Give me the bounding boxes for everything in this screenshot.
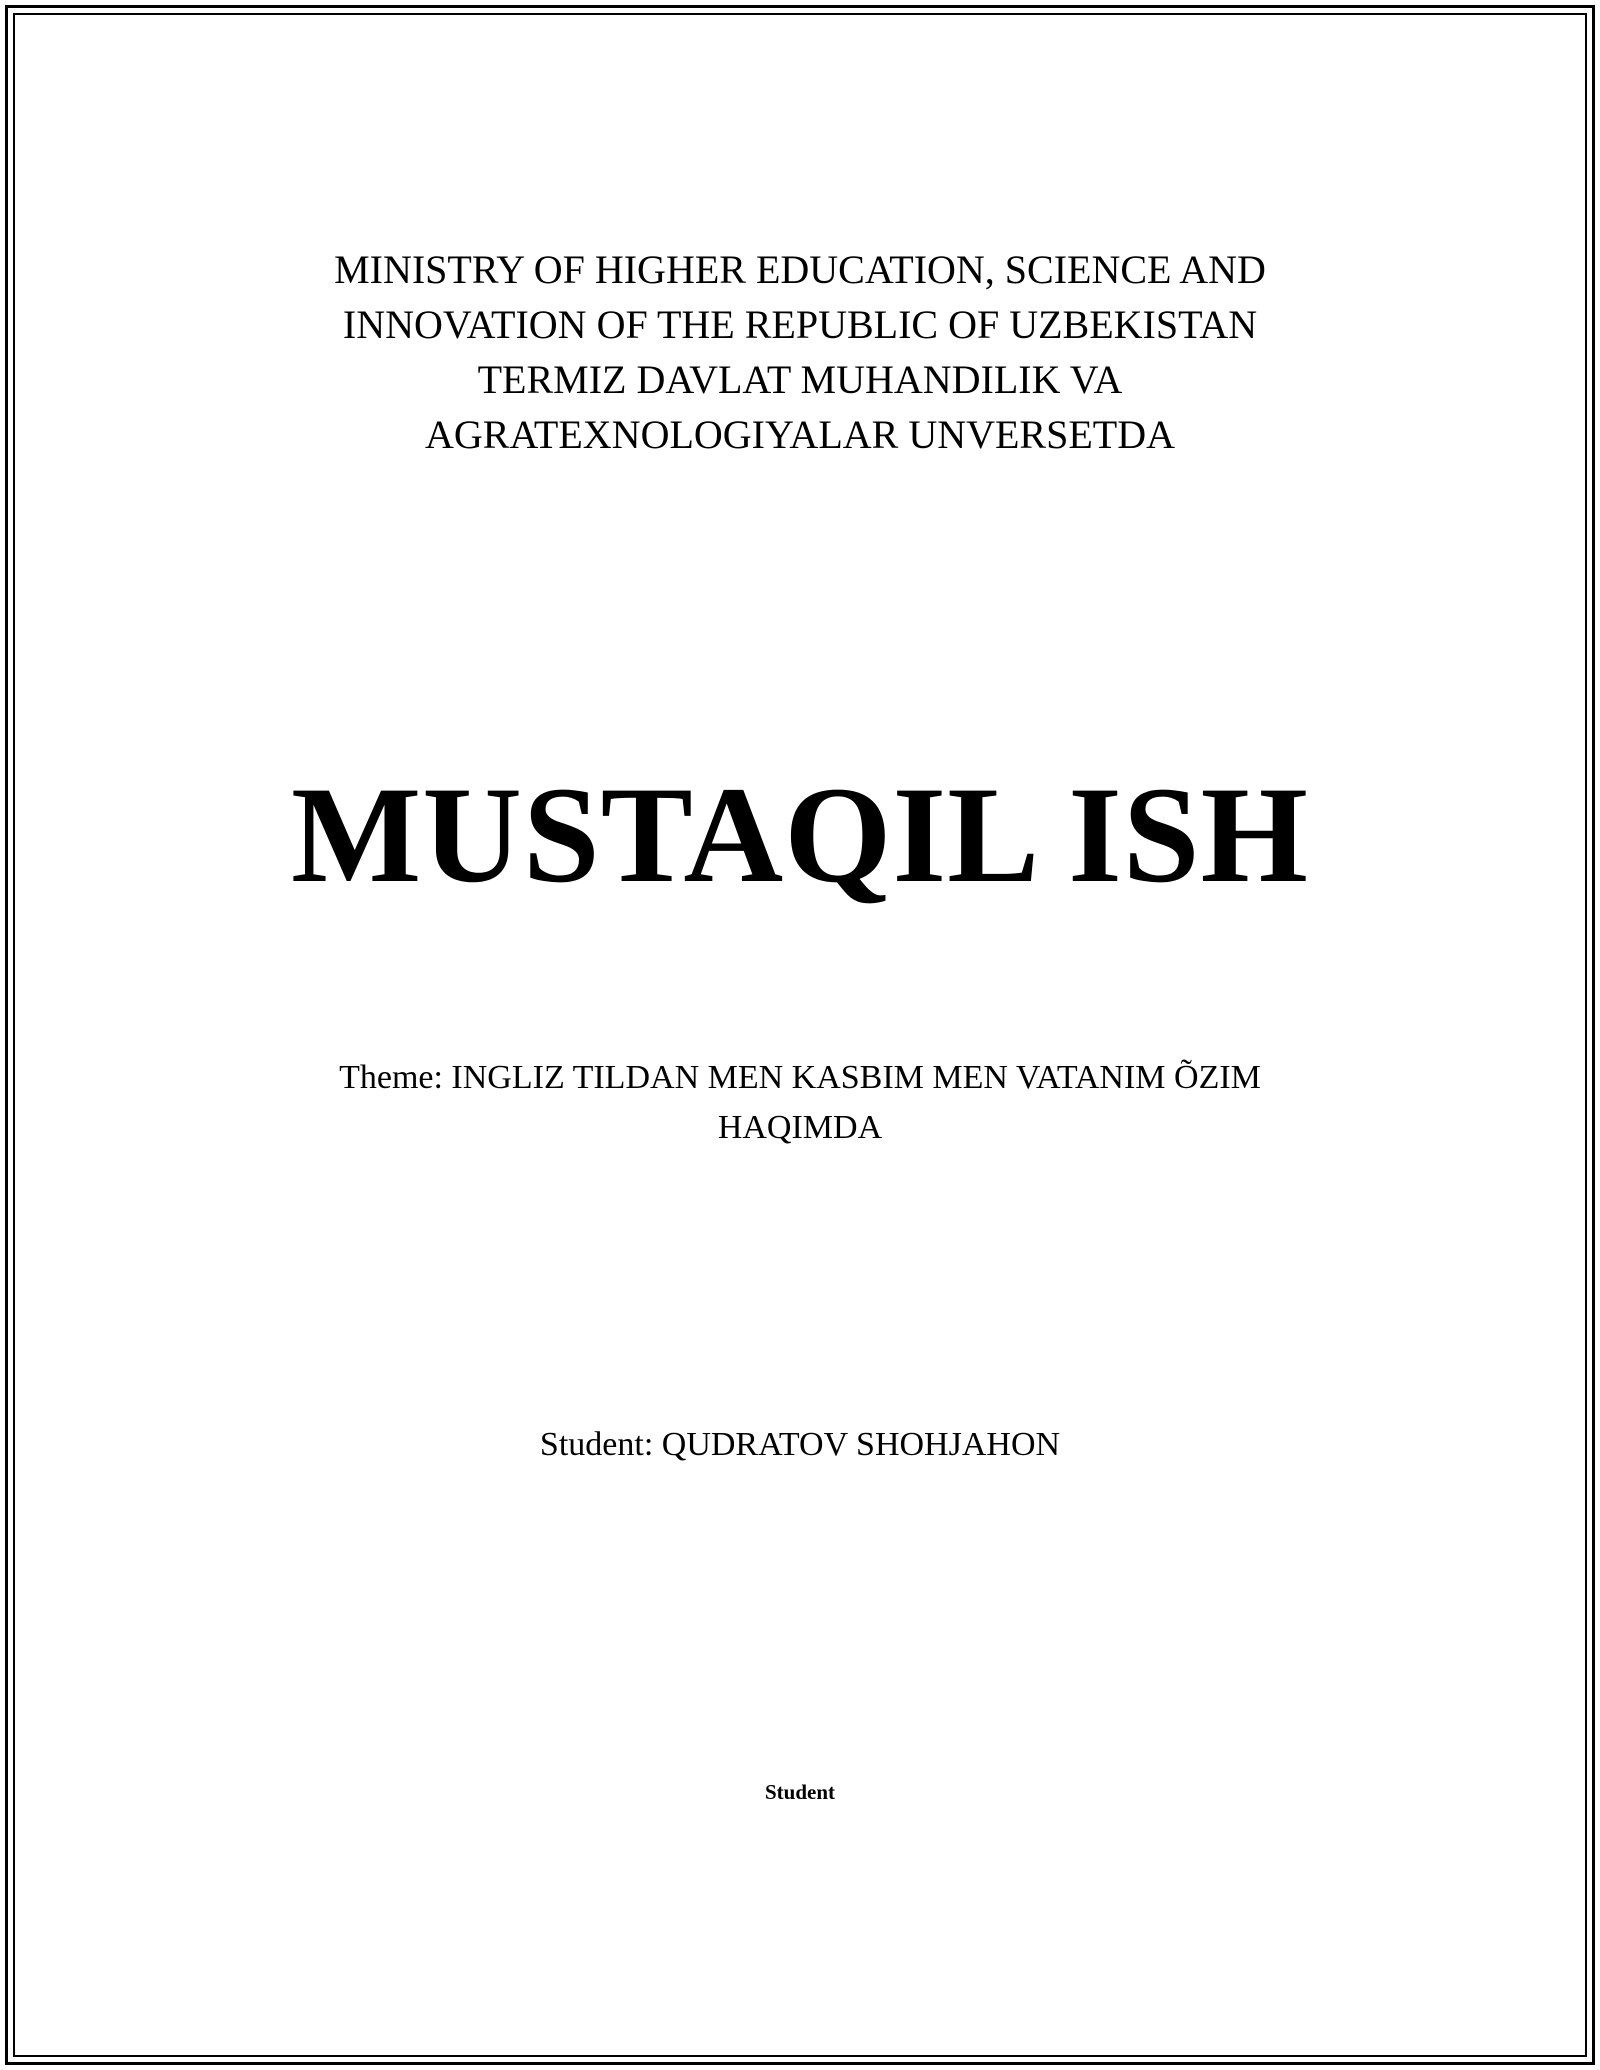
theme-line: HAQIMDA (717, 1109, 883, 1146)
student-name: Student: QUDRATOV SHOHJAHON (539, 1426, 1061, 1463)
theme-text (0, 1053, 1600, 1153)
institution-header (0, 242, 1600, 462)
theme-line: Theme: INGLIZ TILDAN MEN KASBIM MEN VATANIM ÕZIM (339, 1059, 1261, 1096)
institution-header-line: AGRATEXNOLOGIYALAR UNVERSETDA (425, 412, 1175, 457)
institution-header-line: MINISTRY OF HIGHER EDUCATION, SCIENCE AND (334, 247, 1266, 292)
institution-header-line: TERMIZ DAVLAT MUHANDILIK VA (477, 357, 1123, 402)
institution-header-line: INNOVATION OF THE REPUBLIC OF UZBEKISTAN (342, 302, 1258, 347)
student-footer-label: Student (764, 1780, 836, 1804)
document-title: MUSTAQIL ISH (291, 758, 1309, 911)
